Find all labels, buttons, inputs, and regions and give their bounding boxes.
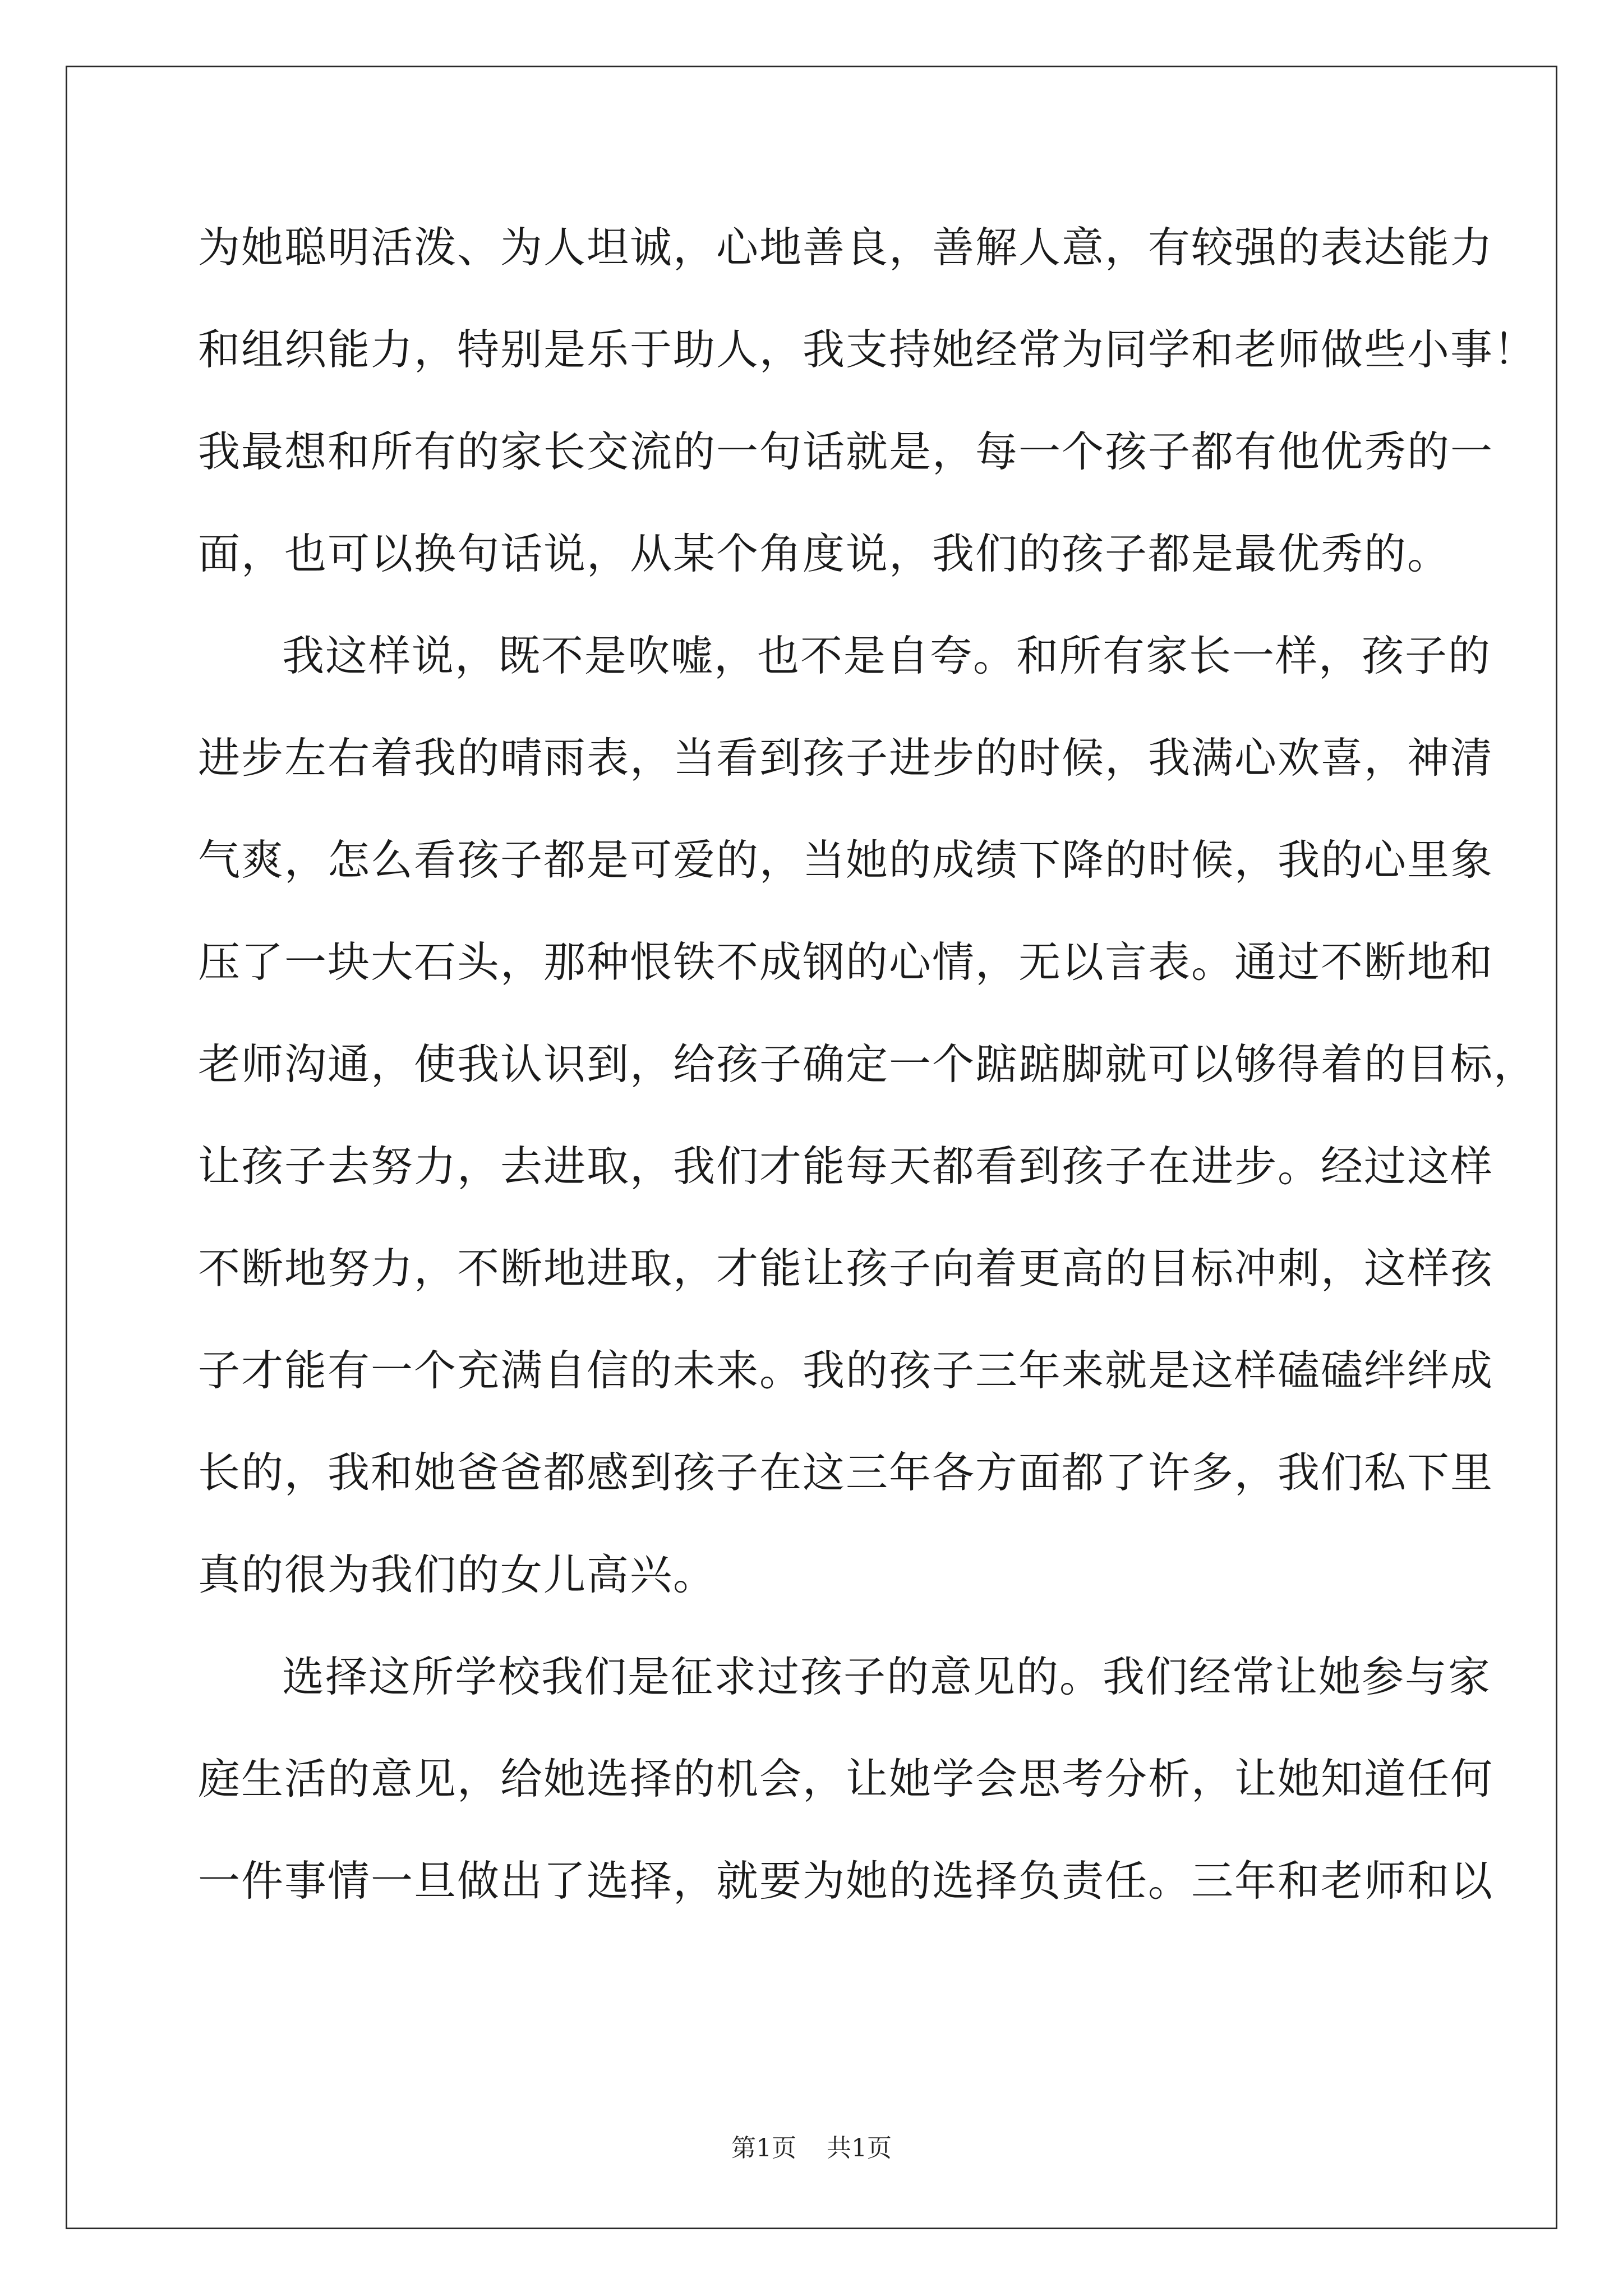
- document-body: [198, 196, 1537, 1932]
- text-line: 老师沟通，使我认识到，给孩子确定一个踮踮脚就可以够得着的目标，: [198, 1039, 1537, 1089]
- text-line: 让孩子去努力，去进取，我们才能每天都看到孩子在进步。经过这样: [198, 1142, 1494, 1191]
- page-total: 共1页: [827, 2134, 892, 2162]
- text-line: 为她聪明活泼、为人坦诚，心地善良，善解人意，有较强的表达能力: [198, 223, 1494, 272]
- text-line: 庭生活的意见，给她选择的机会，让她学会思考分析，让她知道任何: [198, 1754, 1494, 1803]
- text-line: 气爽，怎么看孩子都是可爱的，当她的成绩下降的时候，我的心里象: [198, 835, 1494, 885]
- text-line: 选择这所学校我们是征求过孩子的意见的。我们经常让她参与家: [282, 1652, 1492, 1701]
- text-line: 面，也可以换句话说，从某个角度说，我们的孩子都是最优秀的。: [198, 529, 1451, 578]
- text-line: 不断地努力，不断地进取，才能让孩子向着更高的目标冲刺，这样孩: [198, 1244, 1494, 1293]
- text-line: 和组织能力，特别是乐于助人，我支持她经常为同学和老师做些小事！: [198, 325, 1537, 374]
- text-line: 长的，我和她爸爸都感到孩子在这三年各方面都了许多，我们私下里: [198, 1448, 1494, 1497]
- text-line: 真的很为我们的女儿高兴。: [198, 1550, 717, 1599]
- text-line: 压了一块大石头，那种恨铁不成钢的心情，无以言表。通过不断地和: [198, 937, 1494, 987]
- text-line: 我最想和所有的家长交流的一句话就是，每一个孩子都有他优秀的一: [198, 427, 1494, 476]
- text-line: 进步左右着我的晴雨表，当看到孩子进步的时候，我满心欢喜，神清: [198, 733, 1494, 783]
- text-line: 我这样说，既不是吹嘘，也不是自夸。和所有家长一样，孩子的: [282, 631, 1492, 680]
- page-footer: [0, 2132, 1623, 2165]
- page-number: 第1页: [731, 2134, 796, 2162]
- text-line: 一件事情一旦做出了选择，就要为她的选择负责任。三年和老师和以: [198, 1856, 1494, 1906]
- text-line: 子才能有一个充满自信的未来。我的孩子三年来就是这样磕磕绊绊成: [198, 1346, 1494, 1395]
